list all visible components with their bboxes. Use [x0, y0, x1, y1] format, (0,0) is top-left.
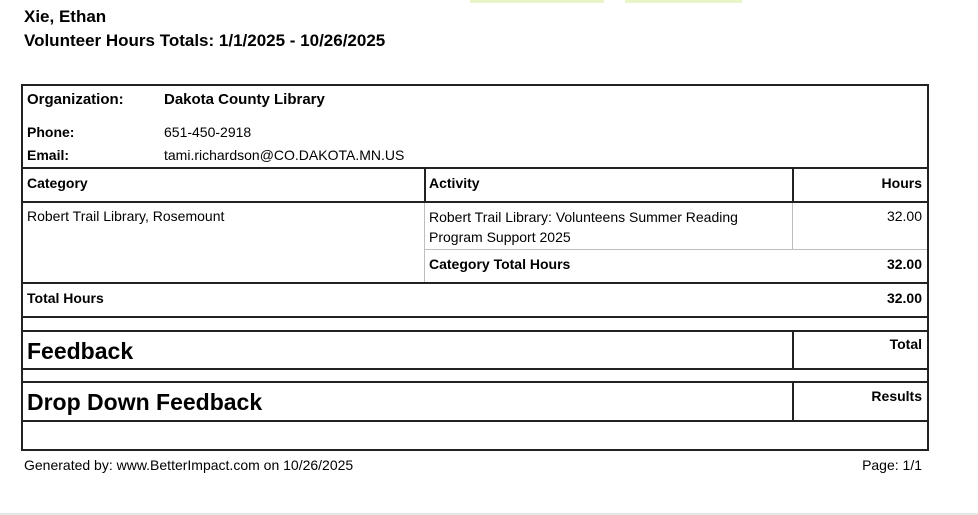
category-cell: Robert Trail Library, Rosemount [27, 208, 225, 224]
organization-value: Dakota County Library [164, 91, 325, 108]
divider [23, 368, 927, 370]
page-number: Page: 1/1 [862, 457, 922, 473]
highlight-strip-right [625, 0, 742, 3]
feedback-total-header: Total [889, 336, 922, 352]
activity-cell: Robert Trail Library: Volunteens Summer Reading Program Support 2025 [429, 209, 738, 245]
dropdown-feedback-title: Drop Down Feedback [27, 389, 263, 415]
column-divider [424, 203, 425, 282]
category-total-value: 32.00 [886, 256, 922, 272]
volunteer-name: Xie, Ethan [24, 7, 107, 26]
highlight-strip-left [470, 0, 604, 3]
column-divider [792, 330, 794, 370]
divider [23, 420, 927, 422]
dropdown-feedback-results-header: Results [871, 388, 922, 404]
feedback-title: Feedback [27, 338, 134, 364]
email-label: Email: [27, 147, 70, 163]
category-header: Category [27, 175, 88, 191]
phone-label: Phone: [27, 124, 75, 140]
divider [425, 249, 927, 250]
hours-header: Hours [881, 175, 922, 191]
column-divider [792, 203, 793, 249]
hours-cell: 32.00 [886, 208, 922, 224]
total-hours-value: 32.00 [886, 290, 922, 306]
category-total-label: Category Total Hours [429, 256, 571, 272]
divider [23, 316, 927, 318]
column-divider [424, 167, 426, 203]
report-title: Volunteer Hours Totals: 1/1/2025 - 10/26/2025 [24, 31, 386, 50]
divider [23, 282, 927, 284]
generated-by: Generated by: www.BetterImpact.com on 10/26/2025 [24, 457, 354, 473]
column-divider [792, 381, 794, 421]
phone-value: 651-450-2918 [164, 124, 252, 140]
total-hours-label: Total Hours [27, 290, 104, 306]
email-value: tami.richardson@CO.DAKOTA.MN.US [164, 147, 405, 163]
column-divider [792, 167, 794, 203]
organization-label: Organization: [27, 91, 124, 108]
activity-header: Activity [429, 175, 480, 191]
report-table [21, 84, 929, 451]
